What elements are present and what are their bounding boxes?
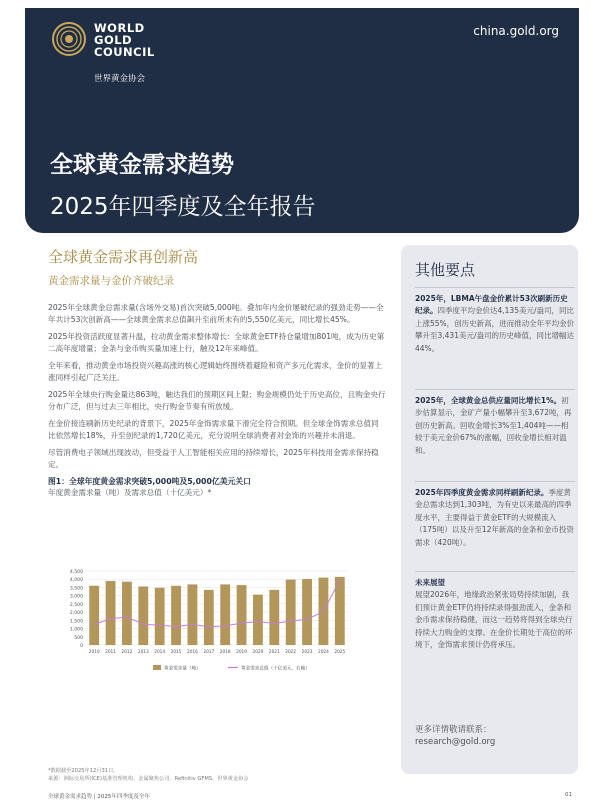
- main-column: [48, 246, 386, 502]
- sidebar-divider: [415, 481, 575, 482]
- x-tick-label: 2024: [317, 650, 329, 655]
- chart-bar: [188, 584, 198, 645]
- x-tick-label: 2019: [236, 650, 248, 655]
- y-tick-label: 4,000: [69, 578, 83, 584]
- x-tick-label: 2020: [252, 650, 264, 655]
- contact-label: 更多详情敬请联系：: [415, 725, 492, 735]
- sidebar-item: [415, 577, 575, 651]
- main-heading: 全球黄金需求再创新高: [48, 248, 199, 266]
- sidebar-item: [415, 487, 575, 549]
- logo-chinese: 世界黄金协会: [94, 74, 146, 84]
- chart-bar: [269, 590, 279, 645]
- body-paragraph: 2025年投资活跃度显著升温，拉动黄金需求整体增长：全球黄金ETF持仓量增加801吨，成为历史第二高年度增量；金条与金币购买量加速上行，触及12年来峰值。: [48, 332, 385, 353]
- legend-label: 黄金需求量（吨）: [164, 666, 201, 672]
- sidebar-item-text: 四季度平均金价达4,135美元/盎司，同比上涨55%，创历史新高，进而推动全年平均金价攀升至3,431美元/盎司的历史峰值，同比增幅达44%。: [415, 306, 575, 353]
- logo-line-3: COUNCIL: [94, 45, 155, 59]
- sidebar-item-bold: 2025年，LBMA午盘金价累计53次刷新历史纪录。: [415, 294, 568, 316]
- chart-bar: [286, 580, 296, 645]
- sidebar-item-text: 季度黄金总需求达到1,303吨，为有史以来最高的四季度水平，主要得益于黄金ETF的大规模流入（175吨）以及升至12年新高的金条和金币投资需求（420吨）。: [415, 488, 574, 547]
- sidebar-item-bold: 2025年四季度黄金需求同样刷新纪录。: [415, 488, 549, 497]
- chart-bar: [138, 586, 148, 645]
- sidebar-item-bold: 2025年，全球黄金总供应量同比增长1%。: [415, 396, 562, 405]
- y-tick-label: 500: [74, 635, 83, 641]
- legend-swatch-bar: [153, 665, 161, 670]
- chart-bar: [89, 586, 99, 645]
- gold-ring-icon: [50, 20, 88, 58]
- y-tick-label: 1,000: [69, 627, 83, 633]
- sidebar-divider: [415, 389, 575, 390]
- x-tick-label: 2025: [334, 650, 346, 655]
- demand-chart: [48, 565, 358, 680]
- x-tick-label: 2013: [137, 650, 149, 655]
- x-tick-label: 2010: [88, 650, 100, 655]
- body-paragraph: 尽管消费电子领域出现波动，但受益于人工智能相关应用的持续增长，2025年科技用金需求保持稳定。: [48, 448, 379, 469]
- sidebar-divider: [415, 287, 575, 288]
- body-paragraph: 在金价接连刷新历史纪录的背景下，2025年金饰需求量下滑完全符合预期。但全球金饰需求总值同比依然增长18%，升至创纪录的1,720亿美元，充分说明全球消费者对金饰的兴趣并未消退。: [48, 419, 379, 440]
- figure-subtitle: 年度黄金需求量（吨）及需求总值（十亿美元）*: [48, 488, 212, 497]
- chart-bar: [171, 586, 181, 645]
- chart-bar: [253, 595, 263, 645]
- figure-title: 图1：全球年度黄金需求突破5,000吨及5,000亿美元关口: [48, 477, 251, 486]
- y-tick-label: 4,500: [69, 570, 83, 575]
- sidebar-item: [415, 395, 575, 457]
- sidebar-heading: 其他要点: [415, 261, 476, 279]
- x-tick-label: 2018: [219, 650, 231, 655]
- chart-bar: [122, 582, 132, 645]
- sidebar-item-bold: 未来展望: [415, 578, 445, 587]
- y-tick-label: 3,500: [69, 586, 83, 592]
- y-tick-label: 2,500: [69, 602, 83, 608]
- x-tick-label: 2016: [186, 650, 198, 655]
- logo-line-2: GOLD: [94, 33, 133, 47]
- legend-label: 黄金需求总值（十亿美元，右轴）: [241, 666, 310, 672]
- website-link[interactable]: china.gold.org: [473, 24, 559, 38]
- x-tick-label: 2015: [170, 650, 182, 655]
- y-tick-label: 1,500: [69, 619, 83, 625]
- chart-bar: [220, 584, 230, 645]
- chart-bar: [237, 585, 247, 645]
- contact-email[interactable]: research@gold.org: [415, 737, 496, 747]
- y-tick-label: 3,000: [69, 594, 83, 600]
- logo-wordmark: [94, 22, 204, 58]
- sidebar-item-text: 展望2026年，地缘政治紧张局势持续加剧，我们预计黄金ETF仍将持续录得强劲流入，金条和金币需求保持稳健，而这一趋势将得到全球央行持续大力购金的支撑。在金价长期处于高位的环境下，金饰需求预计仍将承压。: [415, 590, 573, 650]
- chart-bar: [106, 581, 116, 645]
- footnote: *数据截至2025年12月31日。: [48, 768, 119, 774]
- x-tick-label: 2022: [285, 650, 297, 655]
- chart-bar: [155, 588, 165, 645]
- chart-bar: [302, 579, 312, 645]
- body-paragraph: 2025年全球黄金总需求量(含场外交易)首次突破5,000吨。叠加年内金价屡破纪录的强劲走势——全年共计53次创新高——全球黄金需求总值飙升至前所未有的5,550亿美元，同比增长45%。: [48, 303, 384, 324]
- x-tick-label: 2012: [121, 650, 133, 655]
- x-tick-label: 2017: [203, 650, 215, 655]
- sidebar-item-text: 初步估算显示，金矿产量小幅攀升至3,672吨，再创历史新高。回收金增长3%至1,404吨——相较于美元金价67%的涨幅，回收金增长相对温和。: [415, 396, 572, 455]
- body-paragraph: 全年来看，推动黄金市场投资兴趣高涨的核心逻辑始终围绕着避险和资产多元化需求，金价的显著上涨同样引起广泛关注。: [48, 361, 383, 382]
- sidebar-item: [415, 293, 575, 355]
- x-tick-label: 2011: [105, 650, 117, 655]
- report-title: 全球黄金需求趋势: [50, 152, 234, 178]
- x-tick-label: 2023: [301, 650, 313, 655]
- sidebar-divider: [415, 571, 575, 572]
- body-paragraph: 2025年全球央行购金量达863吨，触达我们的预期区间上限；购金规模仍处于历史高位，且购金央行分布广泛，但与过去三年相比，央行购金节奏有所放缓。: [48, 390, 386, 411]
- report-subtitle: 2025年四季度及全年报告: [50, 194, 316, 220]
- x-tick-label: 2021: [268, 650, 280, 655]
- report-header: [25, 8, 579, 233]
- page-number: 01: [565, 792, 572, 798]
- main-subheading: 黄金需求量与金价齐破纪录: [48, 275, 174, 287]
- y-tick-label: 2,000: [69, 611, 83, 617]
- page-footer: 全球黄金需求趋势 | 2025年四季度及全年: [48, 794, 150, 800]
- x-tick-label: 2014: [154, 650, 166, 655]
- source-note: 来源：洲际交易所(ICE)基准管理机构、金属聚焦公司、Refinitiv GFMS、世界黄金协会: [48, 776, 249, 782]
- logo-line-1: WORLD: [94, 21, 145, 35]
- y-tick-label: 0: [80, 644, 83, 649]
- chart-bar: [204, 590, 214, 645]
- sidebar-panel: [401, 245, 578, 774]
